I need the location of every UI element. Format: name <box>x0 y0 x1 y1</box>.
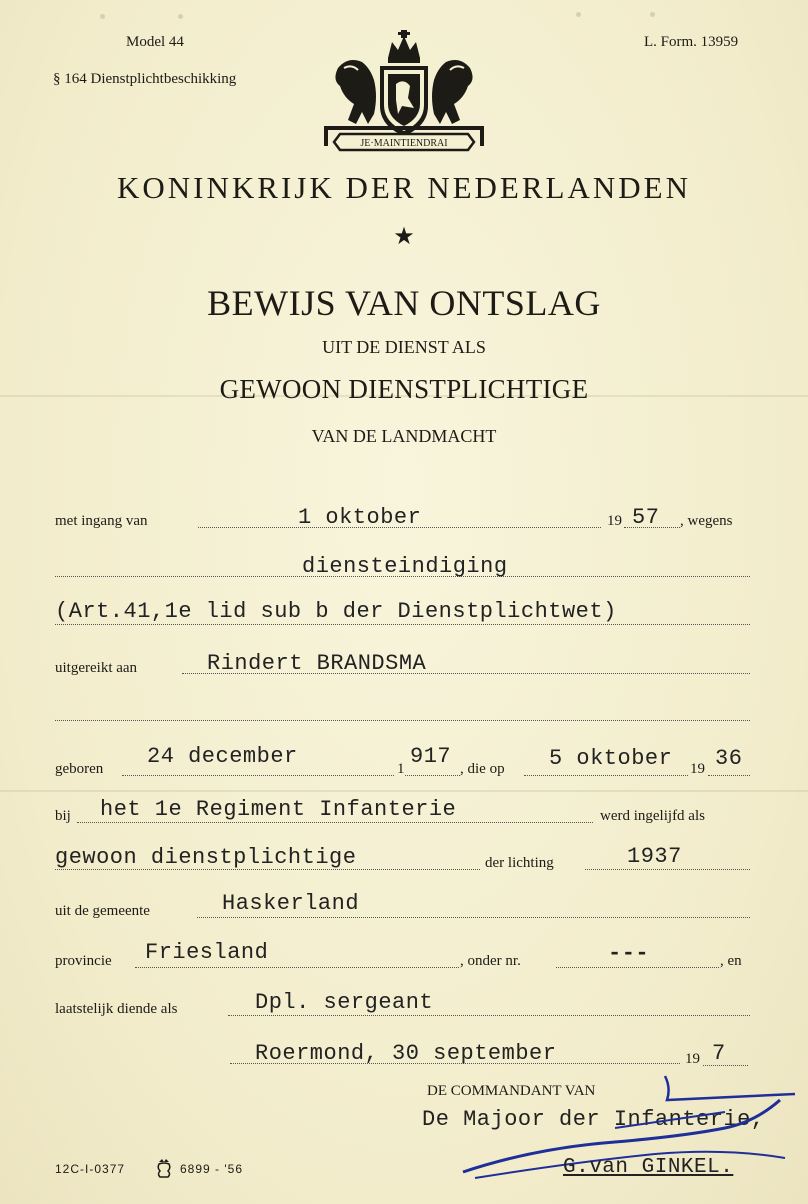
fill-line <box>55 624 750 625</box>
value-ingang-date: 1 oktober <box>298 505 422 530</box>
punch-hole <box>650 12 655 17</box>
footer-code-left: 12C-I-0377 <box>55 1162 126 1176</box>
label-met-ingang: met ingang van <box>55 513 148 529</box>
fill-line <box>708 775 750 776</box>
value-sign-year: 7 <box>712 1041 726 1066</box>
kingdom-title: KONINKRIJK DER NEDERLANDEN <box>117 170 691 205</box>
form-number: L. Form. 13959 <box>644 34 739 50</box>
label-en: , en <box>720 953 742 969</box>
fill-line <box>228 1015 750 1016</box>
footer-code-right: 6899 - '56 <box>180 1162 243 1176</box>
value-name: Rindert BRANDSMA <box>207 651 427 676</box>
motto-text: JE·MAINTIENDRAI <box>360 138 448 149</box>
label-geboren: geboren <box>55 761 104 777</box>
value-nr: --- <box>608 941 650 966</box>
fill-line <box>524 775 688 776</box>
model-number: Model 44 <box>126 34 184 50</box>
label-birth-year-prefix: 1 <box>397 761 405 777</box>
value-birth-date: 24 december <box>147 744 298 769</box>
fill-line <box>197 917 750 918</box>
label-uitgereikt: uitgereikt aan <box>55 660 138 676</box>
subtitle-1: UIT DE DIENST ALS <box>322 337 486 357</box>
value-place-date: Roermond, 30 september <box>255 1041 557 1066</box>
punch-hole <box>576 12 581 17</box>
document-title: BEWIJS VAN ONTSLAG <box>207 283 601 323</box>
value-last-rank: Dpl. sergeant <box>255 990 434 1015</box>
fill-line <box>122 775 394 776</box>
punch-hole <box>178 14 183 19</box>
value-reason-1: diensteindiging <box>302 554 508 579</box>
label-laatstelijk: laatstelijk diende als <box>55 1001 178 1017</box>
value-provincie: Friesland <box>145 940 269 965</box>
paper-fold <box>0 790 808 792</box>
printer-mark-icon <box>155 1158 173 1178</box>
article-reference: § 164 Dienstplichtbeschikking <box>53 71 237 87</box>
label-lichting: der lichting <box>485 855 554 871</box>
subtitle-3: VAN DE LANDMACHT <box>311 426 497 446</box>
value-enlist-year: 36 <box>715 746 743 771</box>
fill-line <box>135 967 459 968</box>
label-wegens: , wegens <box>680 513 733 529</box>
value-ingang-year: 57 <box>632 505 660 530</box>
label-die-op: , die op <box>460 761 505 777</box>
label-ingelijfd: werd ingelijfd als <box>600 808 705 824</box>
coat-of-arms <box>318 28 490 152</box>
value-rank-type: gewoon dienstplichtige <box>55 845 357 870</box>
punch-hole <box>100 14 105 19</box>
value-reason-2: (Art.41,1e lid sub b der Dienstplichtwet) <box>55 599 617 624</box>
fill-line <box>55 720 750 721</box>
value-regiment: het 1e Regiment Infanterie <box>100 797 457 822</box>
value-gemeente: Haskerland <box>222 891 360 916</box>
fill-line <box>585 869 750 870</box>
label-year-prefix: 19 <box>607 513 622 529</box>
label-bij: bij <box>55 808 71 824</box>
value-officer-title: De Majoor der Infanterie, <box>422 1107 765 1132</box>
star-ornament: ★ <box>393 224 415 250</box>
fill-line <box>556 967 719 968</box>
value-lichting-year: 1937 <box>627 844 682 869</box>
subtitle-2: GEWOON DIENSTPLICHTIGE <box>219 374 589 404</box>
label-provincie: provincie <box>55 953 112 969</box>
label-enlist-year-prefix: 19 <box>690 761 705 777</box>
value-officer-name: G.van GINKEL. <box>563 1156 734 1179</box>
label-sign-year-prefix: 19 <box>685 1051 700 1067</box>
label-commandant: DE COMMANDANT VAN <box>427 1083 596 1099</box>
label-onder-nr: , onder nr. <box>460 953 521 969</box>
fill-line <box>77 822 593 823</box>
value-birth-year: 917 <box>410 744 452 769</box>
label-gemeente: uit de gemeente <box>55 903 150 919</box>
value-enlist-date: 5 oktober <box>549 746 673 771</box>
fill-line <box>405 775 460 776</box>
